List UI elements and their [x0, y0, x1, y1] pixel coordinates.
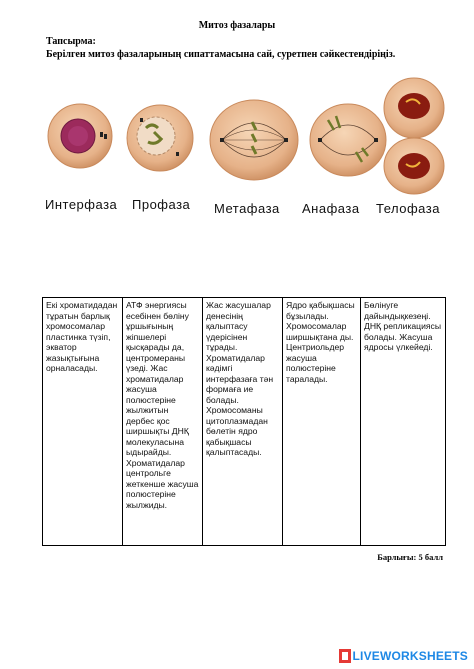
- metaphase-cell: [210, 100, 298, 180]
- interphase-cell: [48, 104, 112, 168]
- telophase-cell: [384, 78, 444, 194]
- task-label: Тапсырма:: [46, 36, 96, 47]
- phase-label-metaphase: Метафаза: [214, 201, 280, 216]
- prophase-cell: [127, 105, 193, 171]
- phase-descriptions-table: [42, 297, 446, 546]
- liveworksheets-logo[interactable]: [339, 646, 468, 666]
- phase-label-anaphase: Анафаза: [302, 201, 360, 216]
- mitosis-diagram: [36, 70, 446, 195]
- description-cell-1[interactable]: Екі хроматидадан тұратын барлық хромосомалар пластинка түзіп, экватор жазықтығына орналасады.: [43, 298, 123, 546]
- phase-label-telophase: Телофаза: [376, 201, 440, 216]
- table-row: [43, 298, 446, 546]
- task-instructions: Берілген митоз фазаларының сипаттамасына сай, суретпен сәйкестендіріңіз.: [46, 49, 396, 60]
- logo-text: LIVEWORKSHEETS: [352, 649, 468, 663]
- description-cell-3[interactable]: Жас жасушалар денесінің қалыптасу үдерісінен тұрады. Хроматидалар кәдімгі интерфазаға тән формаға ие болады. Хромосоманы цитоплазмадан бөлетін ядро қабықшасы қалыптасады.: [203, 298, 283, 546]
- logo-icon: [339, 649, 351, 663]
- total-score: Барлығы: 5 балл: [377, 552, 443, 562]
- mitosis-phases-illustration: [36, 70, 446, 220]
- description-cell-4[interactable]: Ядро қабықшасы бұзылады. Хромосомалар ширшықтана ды. Центриольдер жасуша полюстеріне таралады.: [283, 298, 361, 546]
- anaphase-cell: [310, 104, 386, 176]
- phase-label-prophase: Профаза: [132, 197, 191, 212]
- description-cell-5[interactable]: Бөлінуге дайындықкезеңі. ДНҚ репликациясы болады. Жасуша ядросы үлкейеді.: [361, 298, 446, 546]
- phase-label-interphase: Интерфаза: [45, 197, 118, 212]
- worksheet-title: Митоз фазалары: [198, 20, 276, 31]
- description-cell-2[interactable]: АТФ энергиясы есебінен бөліну ұршығының жіпшелері қысқарады да, центромераны үзеді. Жас хроматидалар жасуша полюстеріне жылжитын дербес қос ширшықты ДНҚ молекуласына ыдырайды. Хроматидалар центрольге жеткенше жасуша полюстеріне жылжиды.: [123, 298, 203, 546]
